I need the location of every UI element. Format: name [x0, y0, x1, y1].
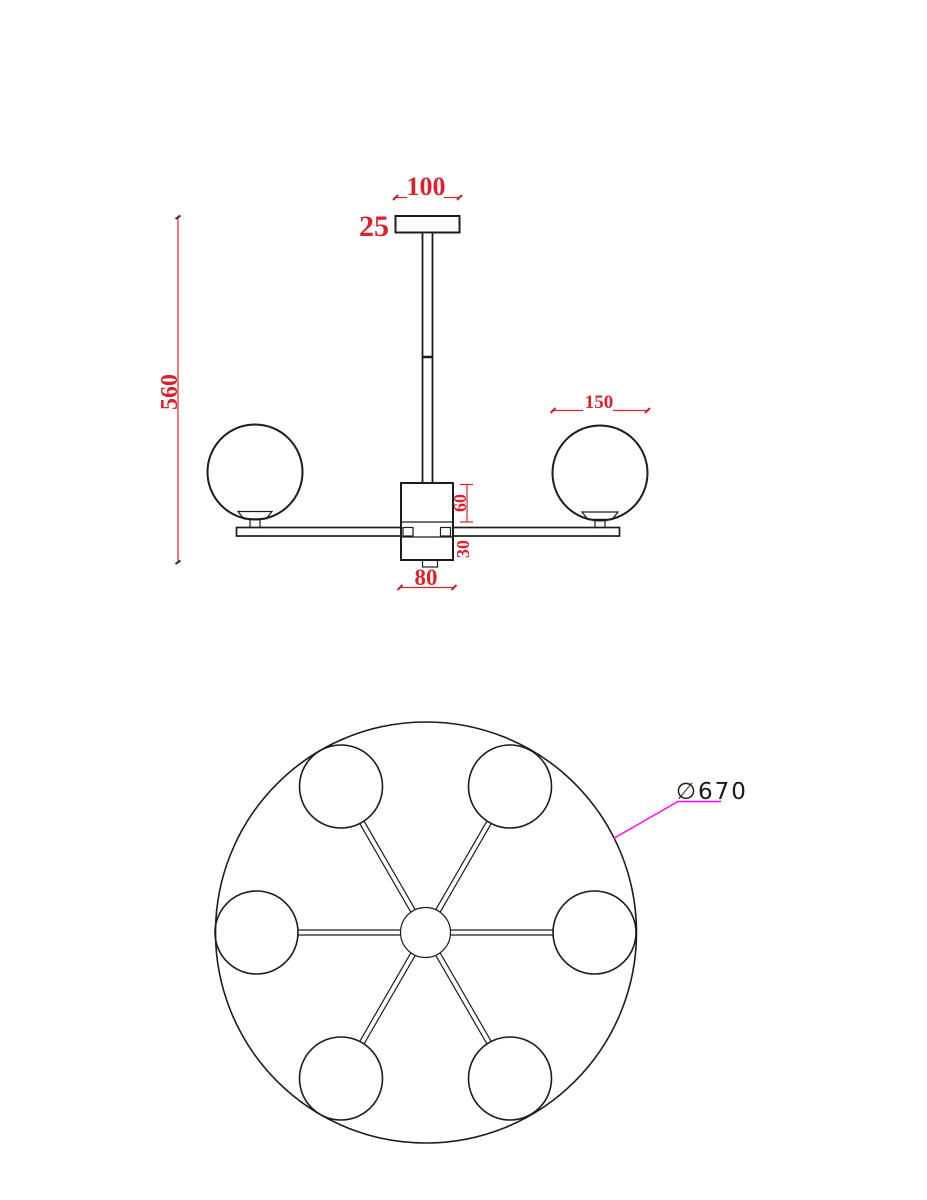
plan-center-hub [401, 908, 451, 958]
dim-560-label: 560 [157, 374, 183, 410]
spoke-lower-right-a [436, 955, 487, 1044]
dimension-hub-width [398, 565, 457, 590]
arm-bar-right [453, 528, 620, 537]
globe-right-glass [553, 426, 648, 521]
plan-globe-upper-right [469, 745, 552, 828]
dimension-overall-diameter [614, 779, 748, 839]
spoke-upper-left-b [360, 823, 411, 912]
dim-25-label: 25 [359, 210, 389, 243]
globe-left-glass [208, 425, 303, 520]
central-body [401, 483, 453, 567]
globe-right-cup [582, 512, 618, 520]
plan-globe-lower-left [300, 1037, 383, 1120]
arm-bar-left [237, 528, 402, 537]
spoke-lower-right-b [440, 953, 491, 1042]
globe-left [208, 425, 303, 528]
globe-left-cup [238, 512, 272, 520]
spoke-lower-left-b [360, 953, 411, 1042]
plan-globe-left [215, 891, 298, 974]
plan-view [215, 722, 748, 1143]
dimension-shade-diameter [551, 392, 651, 413]
dim-670-leader-line [614, 802, 722, 839]
ceiling-canopy [396, 216, 460, 233]
plan-globes [215, 745, 636, 1120]
plan-spokes [298, 821, 553, 1044]
plan-overall-circle [216, 722, 637, 1143]
plan-globe-right [553, 891, 636, 974]
dimension-overall-height [157, 216, 183, 565]
down-rod [423, 233, 433, 484]
dim-80-label: 80 [414, 565, 438, 590]
dim-100-label: 100 [406, 172, 446, 201]
front-view [157, 172, 650, 590]
dim-150-label: 150 [584, 392, 614, 413]
spoke-upper-right-b [436, 821, 487, 910]
dimension-canopy-width [393, 172, 462, 201]
globe-right [553, 426, 648, 528]
dim-30-label: 30 [453, 540, 473, 558]
spoke-upper-left-a [364, 821, 415, 910]
spoke-upper-right-a [440, 823, 491, 912]
dim-670-label: ∅670 [676, 779, 748, 805]
plan-globe-lower-right [469, 1037, 552, 1120]
spoke-lower-left-a [364, 955, 415, 1044]
plan-globe-upper-left [300, 745, 383, 828]
dim-60-label: 60 [450, 494, 470, 512]
